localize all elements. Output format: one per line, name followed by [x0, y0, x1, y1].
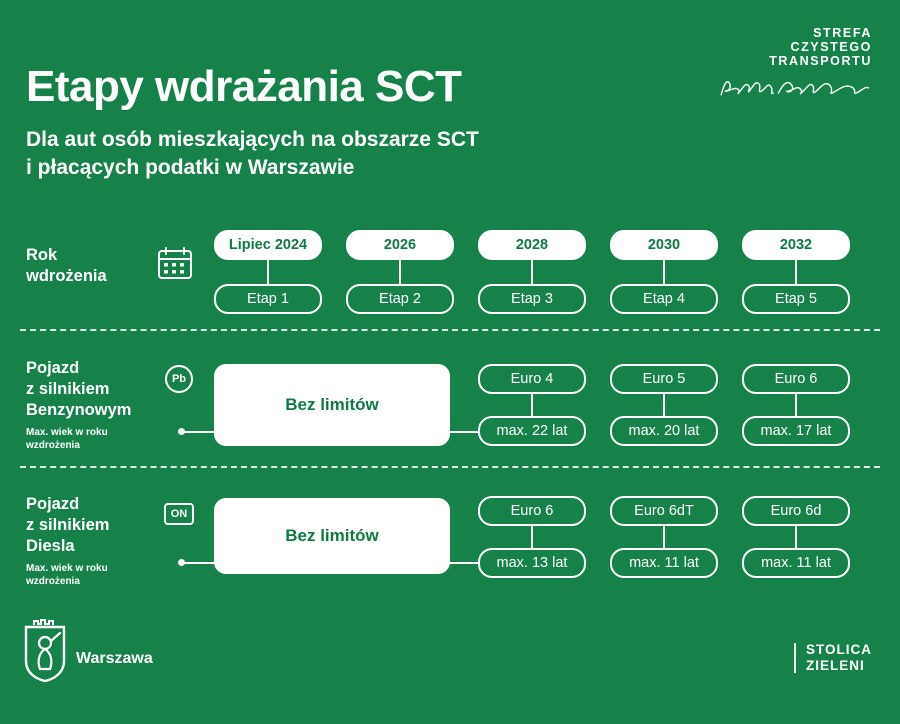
timeline-column-3 — [478, 230, 586, 314]
diesel-norm-pill[interactable]: Euro 6dT — [610, 496, 718, 526]
petrol-age-pill[interactable]: max. 22 lat — [478, 416, 586, 446]
timeline-year-pill[interactable]: 2030 — [610, 230, 718, 260]
slogan-text — [806, 642, 872, 674]
timeline-column-5 — [742, 230, 850, 314]
diesel-line-left — [184, 562, 216, 564]
diesel-no-limits-panel — [214, 498, 450, 574]
petrol-no-limits-panel — [214, 364, 450, 446]
timeline-year-pill[interactable]: Lipiec 2024 — [214, 230, 322, 260]
timeline-column-4 — [610, 230, 718, 314]
petrol-norm-pill[interactable]: Euro 5 — [610, 364, 718, 394]
petrol-line-right — [448, 431, 480, 433]
brand-line-1: STREFA — [813, 26, 872, 40]
connector-line — [399, 260, 401, 284]
timeline-stage-pill[interactable]: Etap 1 — [214, 284, 322, 314]
section-divider-1 — [20, 329, 880, 331]
brand-line-3: TRANSPORTU — [769, 54, 872, 68]
diesel-badge-icon — [162, 497, 196, 531]
diesel-column-1 — [478, 496, 586, 578]
slogan-line-1: STOLICA — [805, 642, 872, 657]
connector-line — [663, 260, 665, 284]
petrol-panel-label: Bez limitów — [285, 395, 379, 414]
timeline-stage-pill[interactable]: Etap 3 — [478, 284, 586, 314]
petrol-label-line-3: Benzynowym — [26, 401, 132, 419]
subtitle-line-2: i płacących podatki w Warszawie — [26, 156, 355, 179]
footer-city-label: Warszawa — [76, 650, 153, 667]
timeline-stage-pill[interactable]: Etap 4 — [610, 284, 718, 314]
brand-block — [716, 26, 872, 100]
connector-line — [795, 260, 797, 284]
timeline-year-pill[interactable]: 2032 — [742, 230, 850, 260]
petrol-age-pill[interactable]: max. 20 lat — [610, 416, 718, 446]
timeline-row-label — [26, 245, 107, 287]
diesel-row-label — [26, 494, 156, 588]
timeline-year-pill[interactable]: 2026 — [346, 230, 454, 260]
slogan-divider — [794, 643, 796, 673]
diesel-panel-label: Bez limitów — [285, 526, 379, 545]
footer-slogan — [794, 642, 872, 674]
diesel-label-line-3: Diesla — [26, 537, 75, 555]
diesel-age-pill[interactable]: max. 11 lat — [610, 548, 718, 578]
petrol-norm-pill[interactable]: Euro 6 — [742, 364, 850, 394]
diesel-age-pill[interactable]: max. 11 lat — [742, 548, 850, 578]
diesel-norm-pill[interactable]: Euro 6 — [478, 496, 586, 526]
calendar-icon — [158, 246, 192, 280]
timeline-label-line-2: wdrożenia — [26, 267, 107, 285]
petrol-norm-pill[interactable]: Euro 4 — [478, 364, 586, 394]
diesel-badge-label: ON — [164, 503, 194, 525]
page-subtitle — [26, 126, 479, 182]
petrol-badge-label: Pb — [165, 365, 193, 393]
page-title: Etapy wdrażania SCT — [26, 62, 462, 111]
subtitle-line-1: Dla aut osób mieszkających na obszarze SCT — [26, 128, 479, 151]
petrol-age-pill[interactable]: max. 17 lat — [742, 416, 850, 446]
diesel-norm-pill[interactable]: Euro 6d — [742, 496, 850, 526]
slogan-line-2: ZIELENI — [805, 658, 865, 673]
timeline-label-line-1: Rok — [26, 246, 58, 264]
connector-line — [795, 394, 797, 416]
diesel-line-right — [448, 562, 480, 564]
signature-icon — [716, 74, 872, 100]
section-divider-2 — [20, 466, 880, 468]
petrol-line-left — [184, 431, 216, 433]
connector-line — [663, 394, 665, 416]
diesel-label-line-1: Pojazd — [26, 495, 80, 513]
petrol-column-3 — [742, 364, 850, 446]
connector-line — [531, 526, 533, 548]
diesel-label-line-2: z silnikiem — [26, 516, 110, 534]
warsaw-crest-icon — [22, 617, 68, 688]
diesel-age-note: Max. wiek w roku wzdrożenia — [26, 563, 108, 587]
diesel-column-3 — [742, 496, 850, 578]
petrol-row-label — [26, 358, 156, 452]
timeline-column-2 — [346, 230, 454, 314]
timeline-year-pill[interactable]: 2028 — [478, 230, 586, 260]
brand-line-2: CZYSTEGO — [790, 40, 872, 54]
petrol-column-2 — [610, 364, 718, 446]
petrol-column-1 — [478, 364, 586, 446]
petrol-badge-icon — [162, 362, 196, 396]
connector-line — [663, 526, 665, 548]
connector-line — [267, 260, 269, 284]
connector-line — [531, 260, 533, 284]
timeline-column-1 — [214, 230, 322, 314]
diesel-column-2 — [610, 496, 718, 578]
connector-line — [531, 394, 533, 416]
petrol-label-line-1: Pojazd — [26, 359, 80, 377]
timeline-stage-pill[interactable]: Etap 5 — [742, 284, 850, 314]
diesel-age-pill[interactable]: max. 13 lat — [478, 548, 586, 578]
petrol-age-note: Max. wiek w roku wzdrożenia — [26, 427, 108, 451]
petrol-label-line-2: z silnikiem — [26, 380, 110, 398]
connector-line — [795, 526, 797, 548]
timeline-stage-pill[interactable]: Etap 2 — [346, 284, 454, 314]
